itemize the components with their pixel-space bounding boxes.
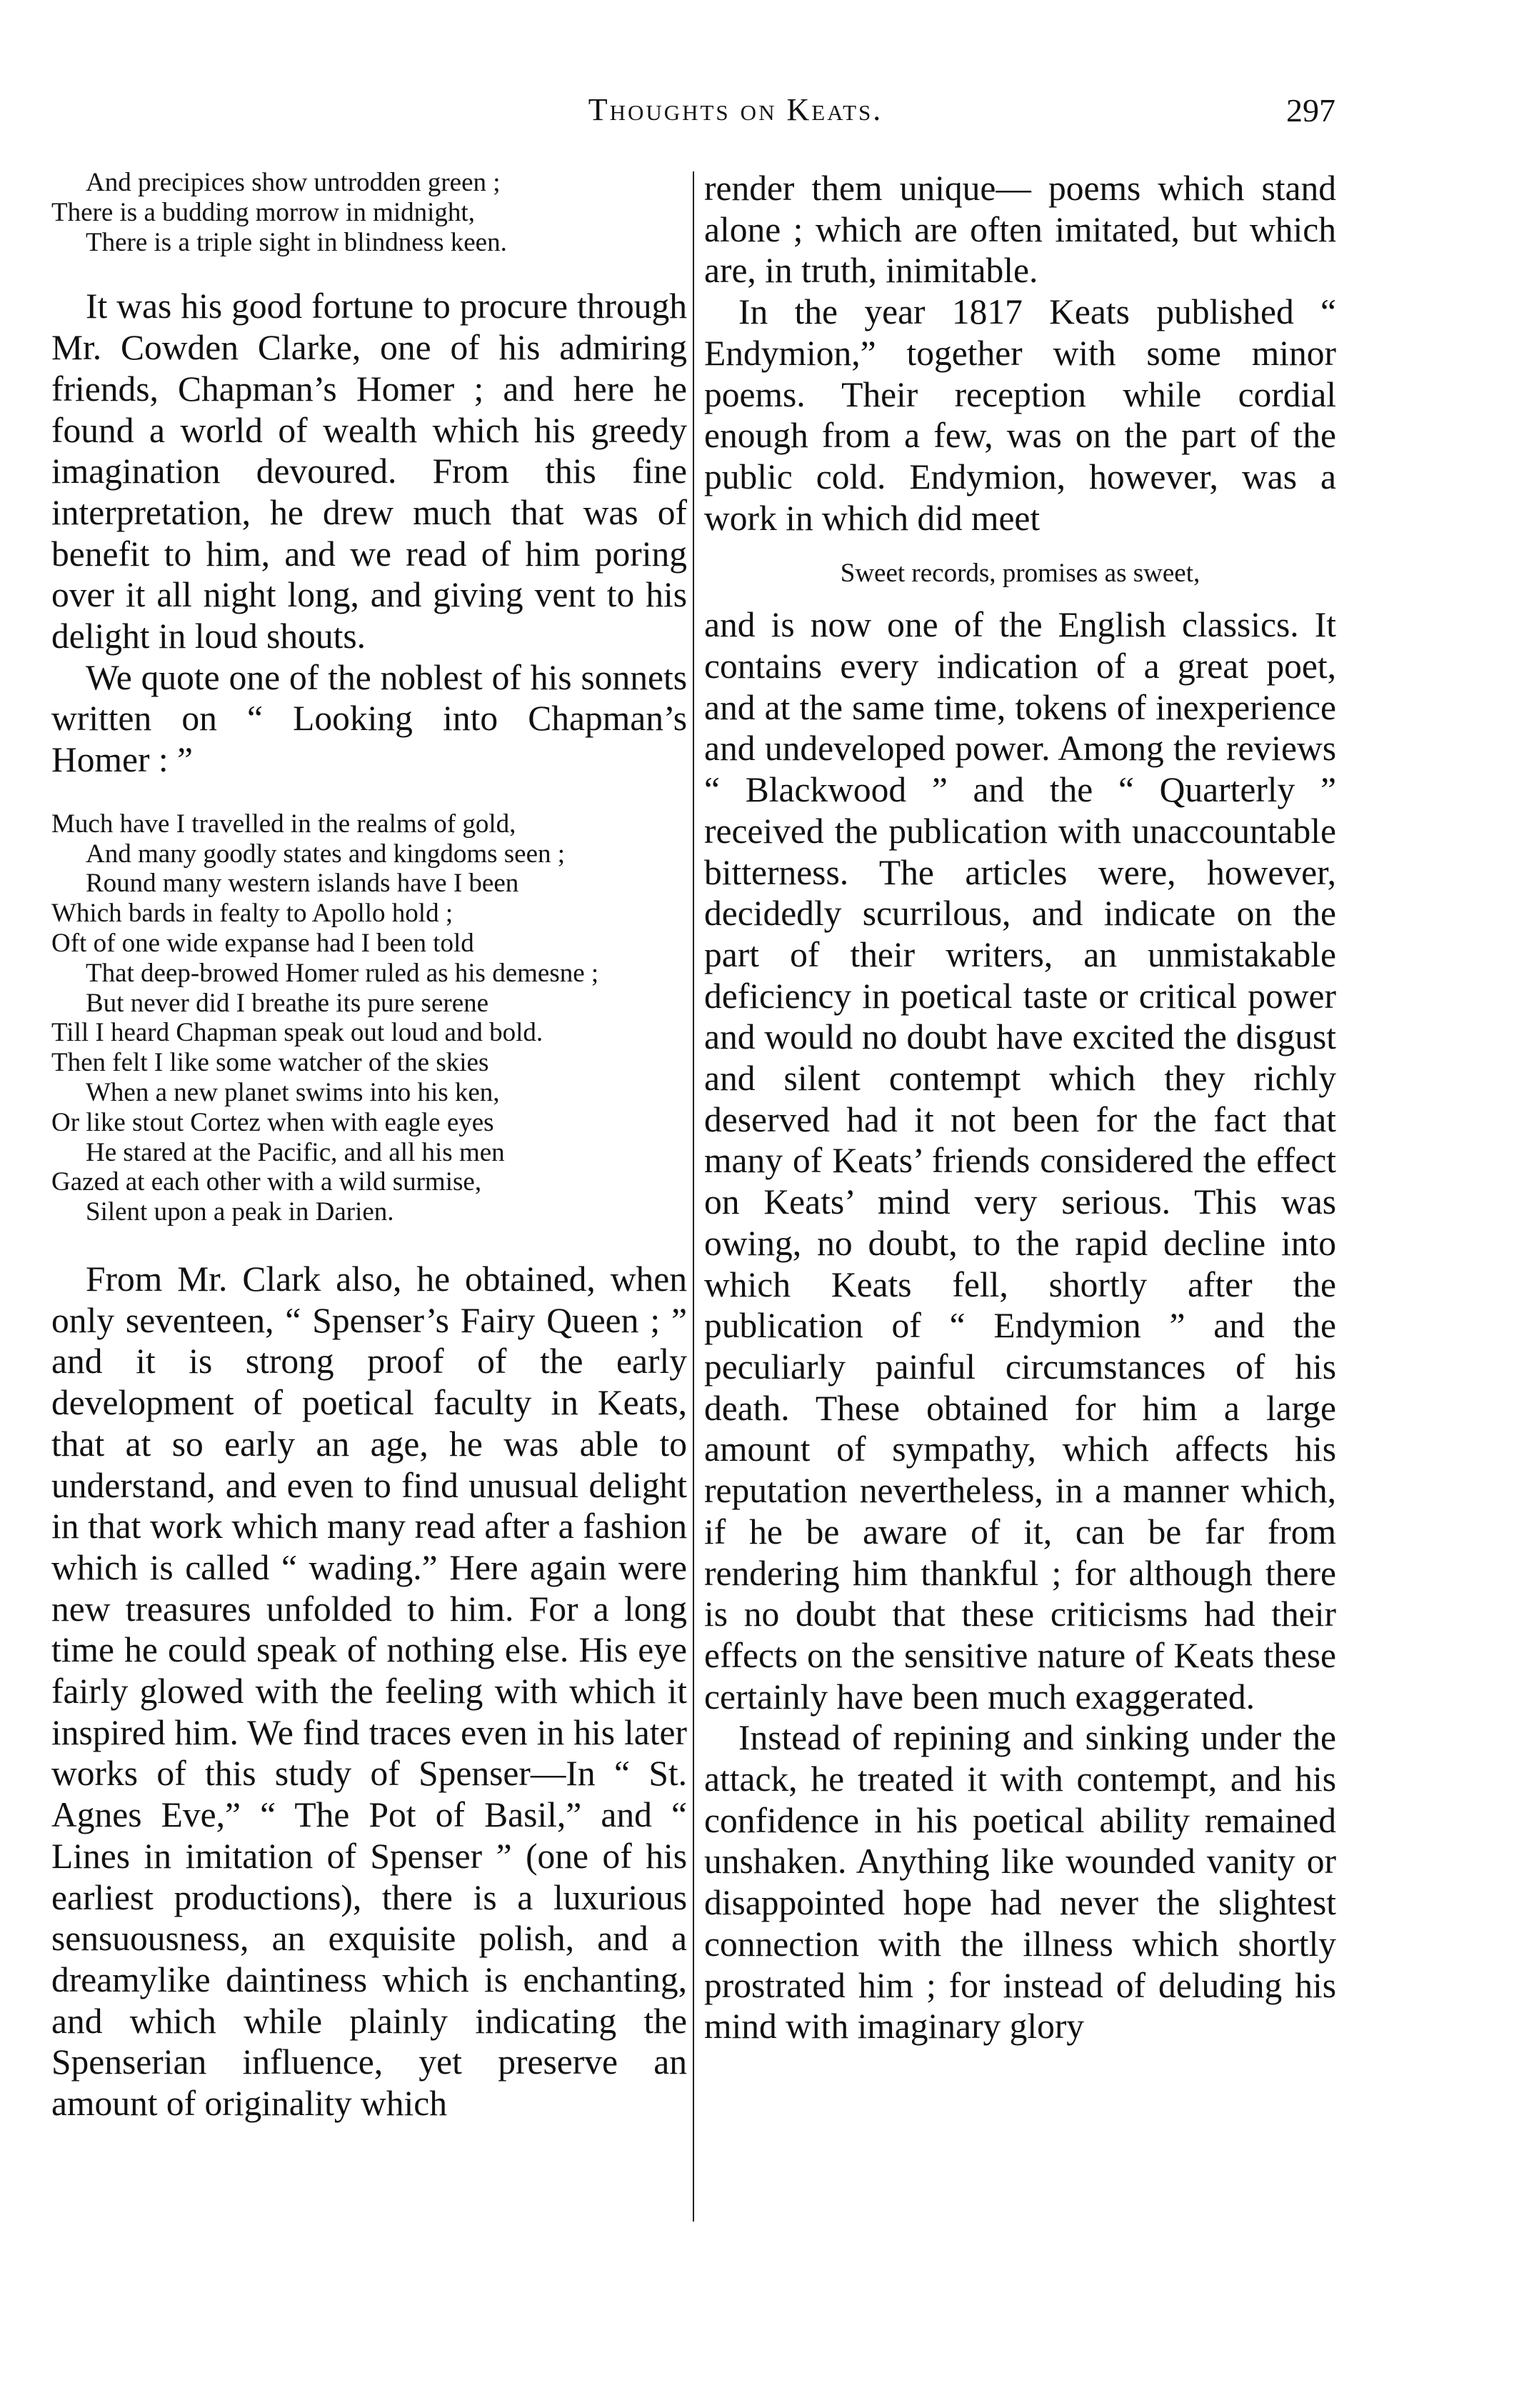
quoted-verse: Sweet records, promises as sweet, <box>840 559 1200 589</box>
verse-line: Then felt I like some watcher of the skies <box>51 1048 489 1078</box>
paragraph: We quote one of the noblest of his sonnets written on “ Looking into Chapman’s Homer : ” <box>51 657 687 780</box>
verse-line: And many goodly states and kingdoms seen ; <box>86 839 566 869</box>
verse-line: Oft of one wide expanse had I been told <box>51 929 474 959</box>
paragraph: render them unique— poems which stand alone ; which are often imitated, but which are, in truth, inimitable. <box>704 169 1336 291</box>
verse-line: There is a budding morrow in midnight, <box>51 197 475 227</box>
opening-verse <box>51 168 687 257</box>
verse-line: That deep-browed Homer ruled as his demesne ; <box>86 958 599 988</box>
verse-line: But never did I breathe its pure serene <box>86 988 489 1018</box>
right-column <box>704 168 1336 2047</box>
verse-line: Or like stout Cortez when with eagle eyes <box>51 1107 494 1137</box>
left-column <box>51 168 687 2124</box>
paragraph: It was his good fortune to procure through Mr. Cowden Clarke, one of his admiring friends, Chapman’s Homer ; and here he found a world of wealth which his greedy imagination devoured. From this fine interpretation, he drew much that was of benefit to him, and we read of him poring over it all night long, and giving vent to his delight in loud shouts. <box>51 286 687 656</box>
verse-line: Much have I travelled in the realms of gold, <box>51 809 516 839</box>
verse-line: Gazed at each other with a wild surmise, <box>51 1167 482 1197</box>
page-number: 297 <box>1286 92 1335 129</box>
verse-line: There is a triple sight in blindness keen. <box>86 227 507 257</box>
page-header <box>0 91 1524 149</box>
verse-line: And precipices show untrodden green ; <box>86 168 501 197</box>
verse-line: Which bards in fealty to Apollo hold ; <box>51 899 453 929</box>
paragraph: In the year 1817 Keats published “ Endymion,” together with some minor poems. Their reception while cordial enough from a few, was on the part of the public cold. Endymion, however, was a work in which did meet <box>704 292 1336 538</box>
paragraph: Instead of repining and sinking under the attack, he treated it with contempt, and his confidence in his poetical ability remained unshaken. Anything like wounded vanity or disappointed hope had never the slightest connection with the illness which shortly prostrated him ; for instead of deluding his mind with imaginary glory <box>704 1718 1336 2047</box>
verse-line: Silent upon a peak in Darien. <box>86 1197 394 1227</box>
running-title: Thoughts on Keats. <box>588 92 883 127</box>
sonnet-quote <box>51 809 687 1227</box>
verse-line: Till I heard Chapman speak out loud and bold. <box>51 1018 543 1048</box>
verse-line: He stared at the Pacific, and all his men <box>86 1137 505 1167</box>
paragraph: From Mr. Clark also, he obtained, when only seventeen, “ Spenser’s Fairy Queen ; ” and it is strong proof of the early development of poetical faculty in Keats, that at so early an age, he was able to understand, and even to find unusual delight in that work which many read after a fashion which is called “ wading.” Here again were new treasures unfolded to him. For a long time he could speak of nothing else. His eye fairly glowed with the feeling with which it inspired him. We find traces even in his later works of this study of Spenser—In “ St. Agnes Eve,” “ The Pot of Basil,” and “ Lines in imitation of Spenser ” (one of his earliest productions), there is a luxurious sensuousness, an exquisite polish, and a dreamylike daintiness which is enchanting, and which while plainly indicating the Spenserian influence, yet preserve an amount of originality which <box>51 1259 687 2124</box>
column-divider <box>693 171 694 2222</box>
paragraph: and is now one of the English classics. It contains every indication of a great poet, and at the same time, tokens of inexperience and undeveloped power. Among the reviews “ Blackwood ” and the “ Quarterly ” received the publication with unaccountable bitterness. The articles were, however, decidedly scurrilous, and indicate on the part of their writers, an unmistakable deficiency in poetical taste or critical power and would no doubt have excited the disgust and silent contempt which they richly deserved had it not been for the fact that many of Keats’ friends considered the effect on Keats’ mind very serious. This was owing, no doubt, to the rapid decline into which Keats fell, shortly after the publication of “ Endymion ” and the peculiarly painful circumstances of his death. These obtained for him a large amount of sympathy, which affects his reputation nevertheless, in a manner which, if he be aware of it, can be far from rendering him thankful ; for although there is no doubt that these criticisms had their effects on the sensitive nature of Keats these certainly have been much exaggerated. <box>704 605 1336 1717</box>
verse-line: When a new planet swims into his ken, <box>86 1078 500 1107</box>
verse-line: Round many western islands have I been <box>86 869 519 899</box>
